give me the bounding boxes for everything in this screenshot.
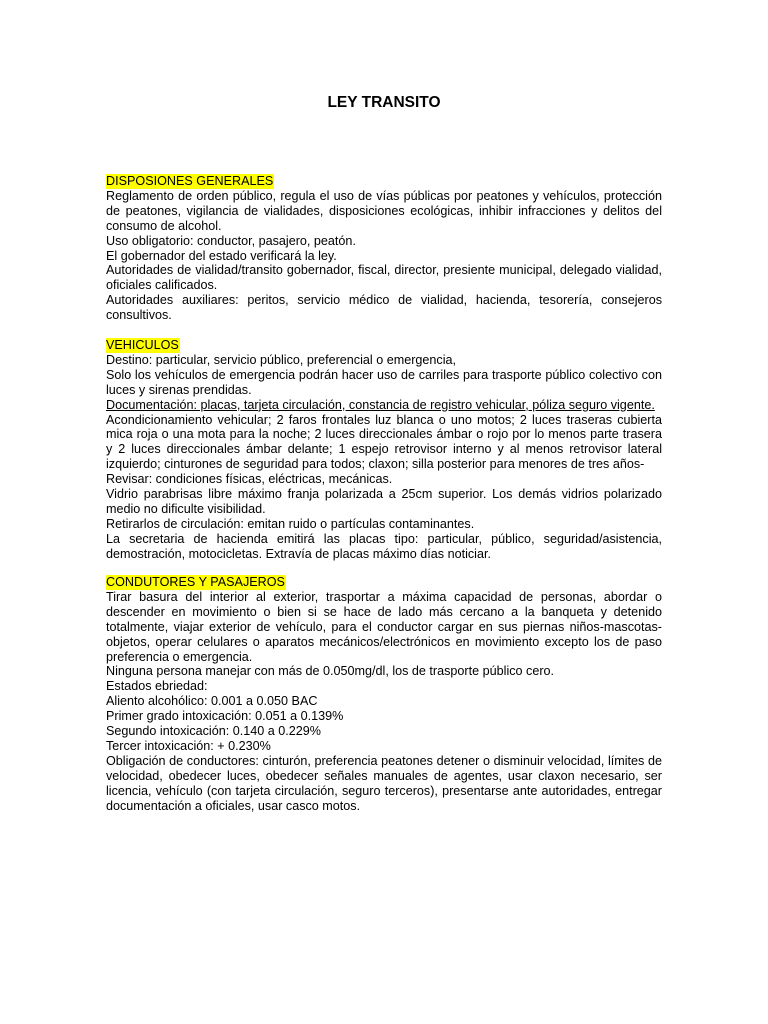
paragraph: El gobernador del estado verificará la ley.	[106, 248, 337, 263]
paragraph: Tirar basura del interior al exterior, trasportar a máxima capacidad de personas, abordar o descender en movimiento o bien si se hace de lado más cercano a la banqueta y detenido totalmente, viajar exterior de vehículo, para el conductor cargar en sus piernas niños-mascotas-objetos, operar celulares o aparatos mecánicos/electrónicos en movimiento excepto los de paso preferencia o emergencia.	[106, 589, 662, 664]
paragraph: Reglamento de orden público, regula el uso de vías públicas por peatones y vehículos, protección de peatones, vigilancia de vialidades, disposiciones ecológicas, inhibir infracciones y delitos del consumo de alcohol.	[106, 188, 662, 233]
paragraph: Destino: particular, servicio público, preferencial o emergencia,	[106, 352, 456, 367]
section-heading: DISPOSIONES GENERALES	[106, 174, 274, 188]
paragraph: Revisar: condiciones físicas, eléctricas, mecánicas.	[106, 472, 393, 487]
paragraph: Estados ebriedad:	[106, 679, 208, 694]
paragraph: Vidrio parabrisas libre máximo franja polarizada a 25cm superior. Los demás vidrios polarizado medio no dificulte visibilidad.	[106, 487, 662, 516]
paragraph: Acondicionamiento vehicular; 2 faros frontales luz blanca o uno motos; 2 luces traseras cubierta mica roja o una mota para la noche; 2 luces direccionales ámbar o rojo por lo menos parte trasera y 2 luces direccionales ámbar delante; 1 espejo retrovisor interno y al menos retrovisor lateral izquierdo; cinturones de seguridad para todos; claxon; silla posterior para menores de tres años-	[106, 412, 662, 472]
documentation-line: Documentación: placas, tarjeta circulación, constancia de registro vehicular, póliza seguro vigente.	[106, 397, 655, 412]
paragraph: Retirarlos de circulación: emitan ruido o partículas contaminantes.	[106, 516, 475, 531]
paragraph: Ninguna persona manejar con más de 0.050mg/dl, los de trasporte público cero.	[106, 664, 555, 679]
section-vehiculos	[106, 338, 662, 562]
paragraph: Obligación de conductores: cinturón, preferencia peatones detener o disminuir velocidad, límites de velocidad, obedecer luces, obedecer señales manuales de agentes, usar claxon necesario, ser licencia, vehículo (con tarjeta circulación, seguro terceros), presentarse ante autoridades, entregar documentación a oficiales, usar casco motos.	[106, 753, 662, 813]
paragraph: Autoridades auxiliares: peritos, servicio médico de vialidad, hacienda, tesorería, consejeros consultivos.	[106, 293, 662, 323]
section-disposiciones-generales	[106, 174, 662, 323]
document-title: LEY TRANSITO	[327, 94, 441, 111]
paragraph: Autoridades de vialidad/transito gobernador, fiscal, director, presiente municipal, delegado vialidad, oficiales calificados.	[106, 263, 662, 293]
paragraph: Uso obligatorio: conductor, pasajero, peatón.	[106, 233, 356, 248]
paragraph: La secretaria de hacienda emitirá las placas tipo: particular, público, seguridad/asistencia, demostración, motocicletas. Extravía de placas máximo días noticiar.	[106, 531, 662, 561]
paragraph: Aliento alcohólico: 0.001 a 0.050 BAC	[106, 694, 318, 709]
section-conductores-y-pasajeros	[106, 575, 662, 814]
section-heading: CONDUTORES Y PASAJEROS	[106, 575, 285, 589]
paragraph: Solo los vehículos de emergencia podrán hacer uso de carriles para trasporte público colectivo con luces y sirenas prendidas.	[106, 367, 662, 397]
paragraph: Tercer intoxicación: + 0.230%	[106, 738, 271, 753]
paragraph: Primer grado intoxicación: 0.051 a 0.139%	[106, 709, 344, 724]
section-heading: VEHICULOS	[106, 338, 179, 352]
paragraph: Segundo intoxicación: 0.140 a 0.229%	[106, 724, 321, 739]
